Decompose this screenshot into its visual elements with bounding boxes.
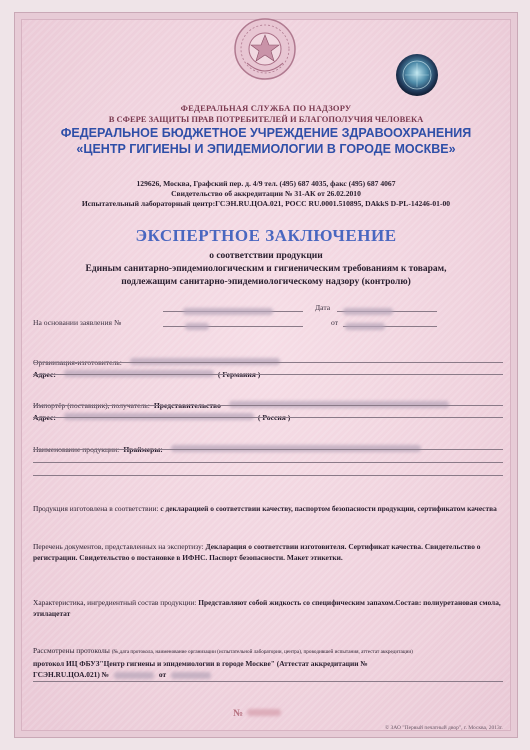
conclusion-number-line: [163, 302, 303, 312]
produced-label: Продукция изготовлена в соответствии:: [33, 504, 159, 513]
product-underline-2: [33, 462, 503, 463]
importer-address-row: [33, 407, 503, 425]
importer-address-underline: [33, 417, 503, 418]
composition: [33, 597, 503, 619]
hologram-sticker-icon: [395, 53, 439, 97]
documents-list: [33, 541, 503, 563]
agency-line-2: В СФЕРЕ ЗАЩИТЫ ПРАВ ПОТРЕБИТЕЛЕЙ И БЛАГОПОЛУЧИЯ ЧЕЛОВЕКА: [108, 114, 424, 124]
document-subtitle-2: Единым санитарно-эпидемиологическим и гигиеническим требованиям к товарам,: [85, 264, 447, 274]
importer-label: Импортёр (поставщик), получатель:: [33, 401, 150, 410]
document-subtitle-3: подлежащим санитарно-эпидемиологическому надзору (контролю): [121, 277, 411, 287]
certificate-sheet: [14, 12, 518, 738]
product-underline: [33, 449, 503, 450]
importer-country: ( Россия ): [257, 413, 291, 422]
protocols-label: Рассмотрены протоколы: [33, 646, 110, 655]
protocols-value-2-tail: от: [158, 670, 167, 679]
document-title: ЭКСПЕРТНОЕ ЗАКЛЮЧЕНИЕ: [135, 226, 397, 245]
docs-label: Перечень документов, представленных на экспертизу:: [33, 542, 204, 551]
produced-in-accordance: [33, 503, 503, 514]
protocol-date-redacted: [171, 672, 211, 679]
date-label: Дата: [315, 303, 331, 312]
produced-value: с декларацией о соответствии качеству, паспортом безопасности продукции, сертификатом качества: [160, 504, 497, 513]
agency-line-1: ФЕДЕРАЛЬНАЯ СЛУЖБА ПО НАДЗОРУ: [180, 103, 352, 113]
conclusion-number-redacted: [183, 308, 273, 315]
protocols-underline: [33, 681, 503, 682]
docs-value: Декларация о соответствии изготовителя. Сертификат качества. Свидетельство о регистрации. Свидетельство о постановке в ИФНС. Паспорт безопасности. Макет этикетки.: [33, 542, 481, 562]
protocols-value-1: протокол ИЦ ФБУЗ"Центр гигиены и эпидемиологии в городе Москве" (Аттестат аккредитации №: [33, 659, 368, 668]
application-date-line: [343, 317, 437, 327]
manufacturer-country: ( Германия ): [217, 370, 261, 379]
application-date-redacted: [345, 323, 385, 330]
institution-line-2: «ЦЕНТР ГИГИЕНЫ И ЭПИДЕМИОЛОГИИ В ГОРОДЕ МОСКВЕ»: [76, 142, 456, 156]
manufacturer-underline: [33, 362, 503, 363]
protocol-number-redacted: [114, 672, 154, 679]
accreditation-certificate: Свидетельство об аккредитации № 31-АК от 26.02.2010: [171, 189, 361, 198]
application-number-redacted: [185, 323, 209, 330]
printer-imprint: © ЗАО "Первый печатный двор", г. Москва, 2013г.: [385, 725, 503, 731]
protocols-value-2: ГСЭН.RU.ЦОА.021) №: [33, 670, 110, 679]
institution-line-1: ФЕДЕРАЛЬНОЕ БЮДЖЕТНОЕ УЧРЕЖДЕНИЕ ЗДРАВООХРАНЕНИЯ: [60, 126, 472, 140]
importer-underline: [33, 405, 503, 406]
protocols: [33, 645, 513, 680]
rospotrebnadzor-emblem-icon: [233, 17, 297, 81]
manufacturer-label: Организация-изготовитель:: [33, 358, 122, 367]
document-subtitle-1: о соответствии продукции: [209, 251, 323, 261]
from-label: от: [331, 318, 339, 327]
lab-center-accreditation: Испытательный лабораторный центр:ГСЭН.RU.ЦОА.021, РОСС RU.0001.510895, DAkkS D-PL-14246-01-00: [81, 199, 451, 208]
institution-address: 129626, Москва, Графский пер. д. 4/9 тел. (495) 687 4035, факс (495) 687 4067: [136, 179, 396, 188]
manufacturer-address-underline: [33, 374, 503, 375]
date-redacted: [343, 308, 393, 315]
product-value: Праймеры:: [123, 445, 163, 454]
serial-number-redacted: [247, 709, 281, 716]
composition-value: Представляют собой жидкость со специфическим запахом.Состав: полиуретановая смола, этилацетат: [33, 598, 501, 618]
manufacturer-address-label: Адрес:: [33, 370, 56, 379]
application-number-line: [163, 317, 303, 327]
product-row: [33, 439, 513, 457]
basis-label: На основании заявления №: [33, 318, 122, 327]
date-line: [337, 302, 437, 312]
composition-label: Характеристика, ингредиентный состав продукции:: [33, 598, 197, 607]
serial-prefix: №: [233, 708, 244, 719]
product-label: Наименование продукции:: [33, 445, 120, 454]
product-underline-3: [33, 475, 503, 476]
importer-value: Представительство: [153, 401, 221, 410]
manufacturer-address-row: [33, 364, 503, 382]
serial-number: [233, 703, 281, 721]
protocols-note: (№,дата протокола, наименование организации (испытательной лаборатории, центра), проводившей испытания, аттестат аккредитации): [111, 649, 413, 655]
importer-address-label: Адрес:: [33, 413, 56, 422]
